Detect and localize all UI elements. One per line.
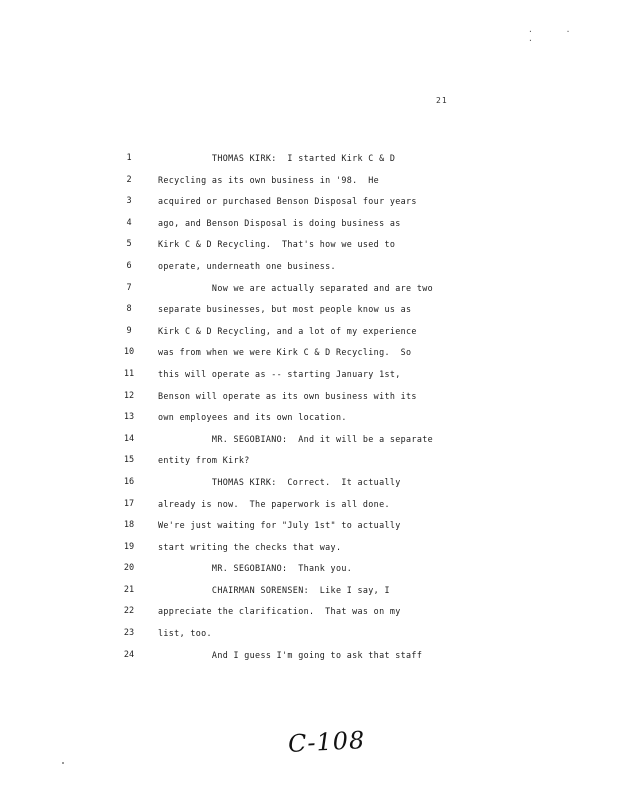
line-text: own employees and its own location. xyxy=(158,412,347,423)
scan-specks: · · · xyxy=(528,27,585,45)
line-number: 2 xyxy=(126,174,132,185)
transcript-line xyxy=(0,191,619,213)
line-text: ago, and Benson Disposal is doing business as xyxy=(158,217,401,228)
line-text: THOMAS KIRK: I started Kirk C & D xyxy=(158,153,396,163)
transcript-line xyxy=(0,299,619,321)
line-number: 3 xyxy=(126,196,132,207)
line-text: list, too. xyxy=(158,628,212,639)
scan-speck xyxy=(62,762,64,764)
transcript-line xyxy=(0,342,619,364)
line-number: 7 xyxy=(126,282,132,293)
transcript-line xyxy=(0,213,619,235)
transcript-line xyxy=(0,256,619,278)
line-number: 22 xyxy=(123,606,135,617)
line-text: separate businesses, but most people know us as xyxy=(158,304,412,315)
transcript-line xyxy=(0,645,619,667)
line-text: acquired or purchased Benson Disposal four years xyxy=(158,196,417,207)
line-number: 5 xyxy=(126,239,132,250)
line-text: Kirk C & D Recycling. That's how we used to xyxy=(158,239,396,250)
transcript-line xyxy=(0,429,619,451)
line-number: 8 xyxy=(126,304,132,315)
line-text: entity from Kirk? xyxy=(158,455,250,466)
line-number: 11 xyxy=(123,368,135,379)
transcript-line xyxy=(0,515,619,537)
line-text: CHAIRMAN SORENSEN: Like I say, I xyxy=(158,584,390,595)
line-number: 12 xyxy=(123,390,135,401)
transcript-line xyxy=(0,494,619,516)
transcript-line xyxy=(0,234,619,256)
line-text: was from when we were Kirk C & D Recycling. So xyxy=(158,347,412,358)
line-number: 10 xyxy=(123,347,135,358)
line-number: 1 xyxy=(126,153,132,163)
transcript-line xyxy=(0,472,619,494)
line-text: appreciate the clarification. That was on my xyxy=(158,606,401,617)
line-number: 21 xyxy=(123,584,135,595)
line-number: 6 xyxy=(126,260,132,271)
transcript-line xyxy=(0,537,619,559)
line-number: 17 xyxy=(123,498,135,509)
line-number: 15 xyxy=(123,455,135,466)
line-number: 24 xyxy=(123,649,135,660)
line-text: this will operate as -- starting January 1st, xyxy=(158,368,401,379)
line-text: THOMAS KIRK: Correct. It actually xyxy=(158,476,401,487)
transcript-line xyxy=(0,364,619,386)
transcript-body xyxy=(0,148,619,666)
line-text: MR. SEGOBIANO: And it will be a separate xyxy=(158,433,434,444)
line-number: 19 xyxy=(123,541,135,552)
transcript-line xyxy=(0,580,619,602)
line-text: Kirk C & D Recycling, and a lot of my experience xyxy=(158,325,417,336)
line-number: 4 xyxy=(126,217,132,228)
line-text: operate, underneath one business. xyxy=(158,260,336,271)
transcript-line xyxy=(0,558,619,580)
line-number: 18 xyxy=(123,520,135,531)
transcript-line xyxy=(0,601,619,623)
line-text: Recycling as its own business in '98. He xyxy=(158,174,380,185)
line-text: already is now. The paperwork is all done. xyxy=(158,498,390,509)
transcript-line xyxy=(0,278,619,300)
line-number: 13 xyxy=(123,412,135,423)
transcript-line xyxy=(0,386,619,408)
line-text: And I guess I'm going to ask that staff xyxy=(158,649,423,660)
line-text: We're just waiting for "July 1st" to actually xyxy=(158,520,401,531)
transcript-line xyxy=(0,170,619,192)
line-number: 16 xyxy=(123,476,135,487)
transcript-line xyxy=(0,623,619,645)
page-number: 21 xyxy=(436,96,448,105)
line-text: Now we are actually separated and are two xyxy=(158,282,434,293)
transcript-line xyxy=(0,321,619,343)
line-text: MR. SEGOBIANO: Thank you. xyxy=(158,563,353,574)
transcript-line xyxy=(0,407,619,429)
exhibit-handwritten-label: C-108 xyxy=(287,725,366,759)
line-text: start writing the checks that way. xyxy=(158,541,342,552)
line-text: Benson will operate as its own business with its xyxy=(158,390,417,401)
transcript-line xyxy=(0,450,619,472)
line-number: 20 xyxy=(123,563,135,574)
line-number: 14 xyxy=(123,433,135,444)
line-number: 23 xyxy=(123,628,135,639)
transcript-line xyxy=(0,148,619,170)
line-number: 9 xyxy=(126,325,132,336)
